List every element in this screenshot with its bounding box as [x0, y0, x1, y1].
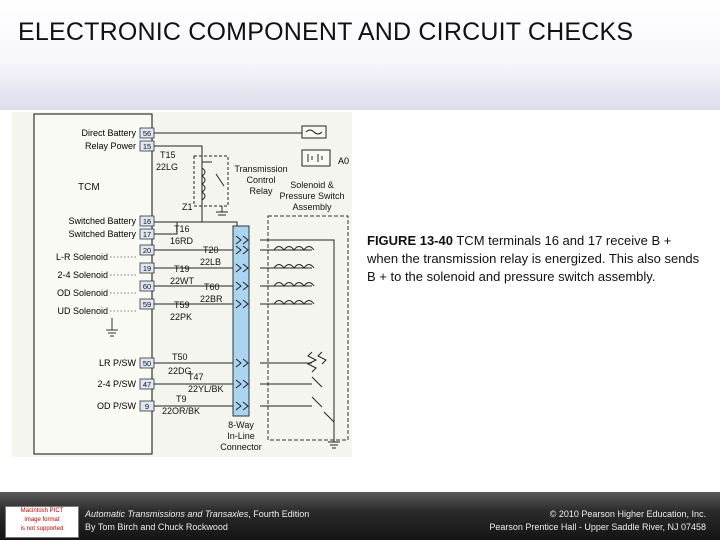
pin-label-od-psw: OD P/SW	[96, 401, 136, 411]
assembly-label-line-3: Assembly	[292, 202, 332, 212]
wire-t20-color: 22LB	[200, 257, 222, 267]
tcm-label: TCM	[78, 182, 100, 193]
pin-number-59: 59	[142, 300, 152, 309]
figure-caption-text: TCM terminals 16 and 17 receive B + when the transmission relay is energized. This also sends B + to the solenoid and pressure switch assembly.	[367, 233, 700, 284]
wire-t19-color: 22WT	[170, 276, 195, 286]
connector-label-line-3: Connector	[220, 442, 262, 452]
slide-title: ELECTRONIC COMPONENT AND CIRCUIT CHECKS	[18, 18, 634, 46]
pin-label-switched-battery-17: Switched Battery	[68, 229, 136, 239]
wire-t59: T59	[174, 300, 190, 310]
wire-t20: T20	[203, 245, 219, 255]
pin-label-24-solenoid: 2-4 Solenoid	[57, 270, 108, 280]
pressure-switches	[308, 352, 334, 422]
wire-t47-color: 22YL/BK	[188, 384, 224, 394]
footer-authors: By Tom Birch and Chuck Rockwood	[85, 522, 228, 532]
pin-number-16: 16	[142, 217, 152, 226]
footer-book-title: Automatic Transmissions and Transaxles	[85, 509, 249, 519]
relay-coil	[194, 156, 228, 215]
relay-label-line-1: Transmission	[234, 164, 288, 174]
circuit-diagram-svg	[12, 112, 352, 457]
logo-text-line-3: is not supported	[20, 526, 64, 532]
inline-connector	[233, 226, 249, 416]
footer-copyright-info	[489, 508, 706, 534]
wire-t16-color: 16RD	[170, 236, 194, 246]
pin-label-relay-power: Relay Power	[84, 141, 136, 151]
pin-number-19: 19	[142, 264, 152, 273]
pin-label-lr-psw: LR P/SW	[98, 358, 136, 368]
pin-label-lr-solenoid: L-R Solenoid	[55, 252, 108, 262]
logo-text-line-1: Macintosh PICT	[20, 508, 64, 514]
battery-label: A0	[338, 156, 350, 166]
assembly-ground-symbol	[328, 442, 340, 448]
pin-number-47: 47	[142, 380, 152, 389]
logo-text-line-2: image format	[24, 517, 60, 523]
wire-z1: Z1	[182, 202, 193, 212]
wire-t15: T15	[160, 150, 176, 160]
wire-t19: T19	[174, 264, 190, 274]
solenoid-coils	[274, 247, 314, 305]
relay-label-line-3: Relay	[249, 186, 273, 196]
wire-t50: T50	[172, 352, 188, 362]
wire-t9-color: 22OR/BK	[162, 406, 201, 416]
wire-t9: T9	[176, 394, 187, 404]
pin-number-15: 15	[142, 142, 152, 151]
assembly-label-line-2: Pressure Switch	[279, 191, 345, 201]
footer-publisher: Pearson Prentice Hall - Upper Saddle River, NJ 07458	[489, 522, 706, 532]
footer-edition: , Fourth Edition	[248, 509, 310, 519]
connector-label-line-1: 8-Way	[228, 420, 254, 430]
wire-t15-color: 22LG	[156, 162, 179, 172]
pin-label-24-psw: 2-4 P/SW	[97, 379, 136, 389]
relay-label-line-2: Control	[246, 175, 276, 185]
wire-t50-color: 22DG	[168, 366, 192, 376]
footer-copyright: © 2010 Pearson Higher Education, Inc.	[549, 509, 706, 519]
pin-label-od-solenoid: OD Solenoid	[56, 288, 108, 298]
pin-number-9: 9	[144, 402, 150, 411]
wire-t60: T60	[204, 282, 220, 292]
pin-label-ud-solenoid: UD Solenoid	[57, 306, 108, 316]
wire-t16: T16	[174, 224, 190, 234]
circuit-diagram	[12, 112, 352, 457]
assembly-label-line-1: Solenoid &	[290, 180, 334, 190]
pin-number-50: 50	[142, 359, 152, 368]
pin-number-20: 20	[142, 246, 152, 255]
connector-label-line-2: In-Line	[227, 431, 255, 441]
pin-number-60: 60	[142, 282, 152, 291]
publisher-logo-placeholder	[5, 506, 79, 538]
pin-label-switched-battery-16: Switched Battery	[68, 216, 136, 226]
pin-number-17: 17	[142, 230, 152, 239]
wire-t47: T47	[188, 372, 204, 382]
wire-t59-color: 22PK	[170, 312, 193, 322]
figure-label: FIGURE 13-40	[367, 233, 453, 248]
battery-icon	[302, 150, 330, 166]
wire-t60-color: 22BR	[200, 294, 223, 304]
footer-book-info	[85, 508, 309, 534]
pin-number-56: 56	[142, 129, 152, 138]
pin-label-direct-battery: Direct Battery	[81, 128, 136, 138]
figure-caption	[367, 232, 702, 286]
